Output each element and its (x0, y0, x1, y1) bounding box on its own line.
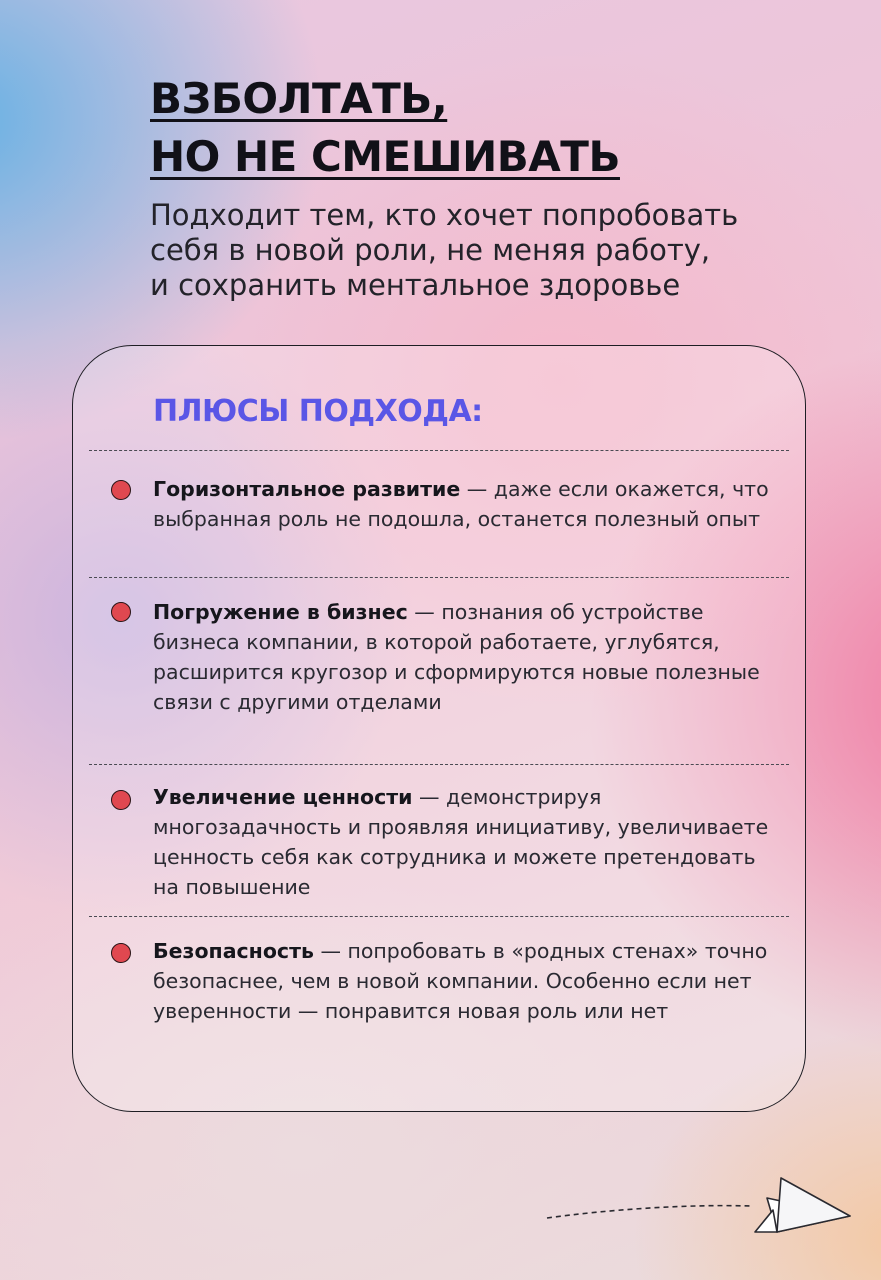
divider (89, 577, 789, 578)
item-term: Увеличение ценности (153, 785, 413, 809)
bullet-icon (111, 790, 131, 810)
plane-tail (755, 1210, 777, 1232)
title-line-2: НО НЕ СМЕШИВАТЬ (150, 132, 620, 181)
item-text: — демонстрируя многозадачность и проявляя инициативу, увеличиваете ценность себя как сотрудника и можете претендовать на повышение (153, 785, 769, 899)
divider (89, 450, 789, 451)
bullet-icon (111, 480, 131, 500)
item-term: Горизонтальное развитие (153, 477, 461, 501)
list-item (153, 597, 773, 717)
item-term: Погружение в бизнес (153, 600, 408, 624)
paper-plane-icon (545, 1170, 855, 1240)
pros-card (72, 345, 806, 1112)
subtitle: Подходит тем, кто хочет попробовать себя в новой роли, не меняя работу, и сохранить ментальное здоровье (150, 198, 739, 302)
item-text: — попробовать в «родных стенах» точно безопаснее, чем в новой компании. Особенно если нет уверенности — понравится новая роль или нет (153, 939, 768, 1023)
title-line-1: ВЗБОЛТАТЬ, (150, 74, 448, 123)
divider (89, 916, 789, 917)
bullet-icon (111, 602, 131, 622)
item-text: — познания об устройстве бизнеса компании, в которой работаете, углубятся, расширится кругозор и сформируются новые полезные связи с другими отделами (153, 600, 760, 714)
list-item (153, 782, 773, 902)
page-title (150, 70, 620, 186)
list-item (153, 936, 773, 1026)
bullet-icon (111, 943, 131, 963)
divider (89, 764, 789, 765)
list-item (153, 474, 773, 534)
flight-path (547, 1206, 750, 1218)
item-term: Безопасность (153, 939, 314, 963)
item-text: — даже если окажется, что выбранная роль не подошла, останется полезный опыт (153, 477, 769, 531)
plane-wing-upper (777, 1178, 850, 1232)
card-heading: ПЛЮСЫ ПОДХОДА: (153, 394, 483, 429)
